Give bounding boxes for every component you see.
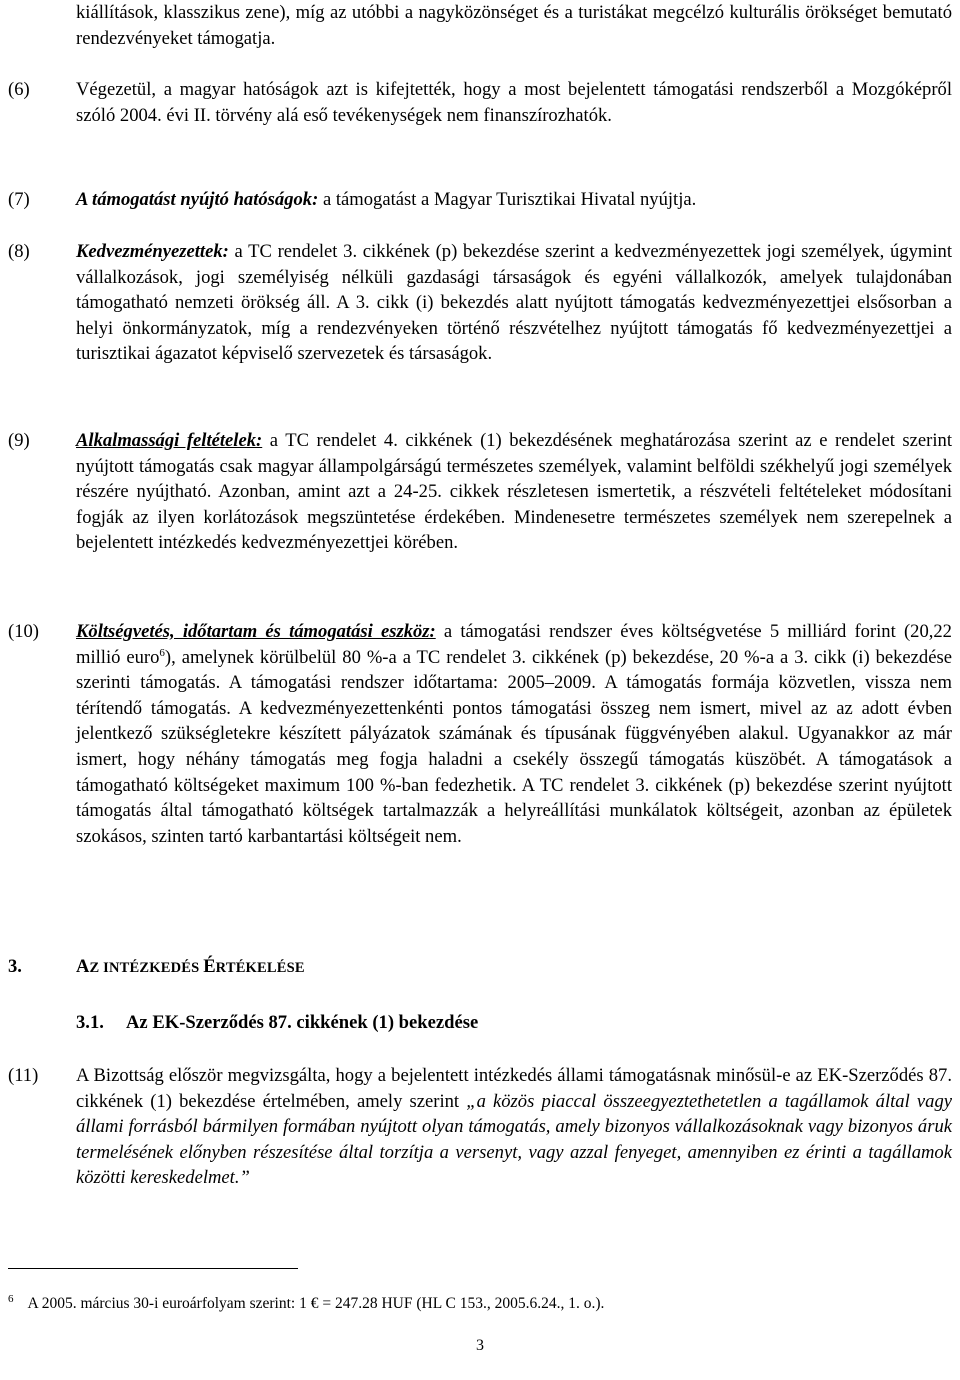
footnote [8,1294,604,1314]
paragraph-text [76,428,952,556]
paragraph-11 [8,1063,952,1191]
paragraph-body: A Bizottság először megvizsgálta, hogy a bejelentett intézkedés állami támogatásnak minősül-e az EK-Szerződés 87. cikkének (1) bekezdése értelmében, amely szerint [76,1065,952,1112]
paragraph-label: Kedvezményezettek: [76,241,229,262]
section-heading-3 [8,954,305,982]
paragraph-text [76,239,952,367]
footnote-mark: 6 [8,1292,14,1305]
footnote-reference[interactable]: 6 [159,646,165,659]
paragraph-8 [8,239,952,367]
paragraph-label: Alkalmassági feltételek: [76,430,263,451]
intro-paragraph [8,0,952,51]
paragraph-number: (9) [8,430,30,451]
section-heading-3-1 [76,1010,478,1036]
paragraph-text [76,187,952,213]
paragraph-number: (8) [8,241,30,262]
paragraph-10 [8,619,952,849]
paragraph-9 [8,428,952,556]
paragraph-body: a TC rendelet 3. cikkének (p) bekezdése szerint a kedvezményezettek jogi személyek, úgymint vállalkozások, jogi személyiség nélküli gazdasági társaságok és egyéni vállalkozók, amelyek tulajdonában támogatható nemzeti örökség áll. A 3. cikk (i) bekezdés alatt nyújtott támogatás kedvezményezettjei elsősorban a helyi önkormányzatok, míg a rendezvényeken történő részvételhez nyújtott támogatás fő kedvezményezettjei a turisztikai ágazatot képviselő szervezetek és társaságok. [76,241,952,365]
paragraph-text: Végezetül, a magyar hatóságok azt is kifejtették, hogy a most bejelentett támogatási rendszerből a Mozgóképről szóló 2004. évi II. törvény alá eső tevékenységek nem finanszírozhatók. [76,79,952,126]
footnote-separator [8,1268,298,1269]
paragraph-text [76,1063,952,1191]
paragraph-body-continued: ), amelynek körülbelül 80 %-a a TC rendelet 3. cikkének (p) bekezdése, 20 %-a a 3. cikk (i) bekezdése szerinti támogatás. A támogatási rendszer időtartama: 2005–2009. A támogatás formája közvetlen, vissza nem térítendő támogatás. A kedvezményezettenkénti pontos támogatási összeg nem ismert, mivel az az adott évben jelentkező szükségletekre készített pályázatok számának és típusának függvényében alakul. Ugyanakkor az már ismert, hogy néhány támogatás meg fogja haladni a csekély összegű támogatás küszöbét. A támogatások a támogatható költségeket maximum 100 %-ban fedezhetik. A TC rendelet 3. cikkének (p) bekezdése szerint nyújtott támogatás által támogatható költségek tartalmazzák a helyreállítási munkálatok költségeit, azonban az épületek szokásos, szinten tartó karbantartási költségeit nem. [76,646,952,847]
paragraph-number: (6) [8,79,30,100]
section-title-part: É [203,956,216,977]
section-title: Az EK-Szerződés 87. cikkének (1) bekezdése [126,1012,479,1033]
section-title-part: RTÉKELÉSE [215,960,305,976]
section-title-part: Z INTÉZKEDÉS [89,960,204,976]
footnote-text: A 2005. március 30-i euroárfolyam szerint: 1 € = 247.28 HUF (HL C 153., 2005.6.24., 1. o.). [27,1295,605,1312]
section-number: 3. [8,956,22,977]
intro-text: kiállítások, klasszikus zene), míg az utóbbi a nagyközönséget és a turistákat megcélzó kulturális örökséget bemutató rendezvényeket támogatja. [76,2,952,49]
paragraph-6 [8,77,952,128]
paragraph-text [76,619,952,849]
paragraph-label: Költségvetés, időtartam és támogatási eszköz: [76,621,436,642]
paragraph-number: (7) [8,189,30,210]
paragraph-body: a TC rendelet 4. cikkének (1) bekezdésének meghatározása szerint az e rendelet szerint nyújtott támogatás csak magyar állampolgárságú természetes személyek, valamint belföldi székhelyű jogi személyek részére nyújtható. Azonban, amint azt a 24-25. cikkek részletesen ismertetik, a részvételi feltételeket módosítani fogják az ilyen korlátozások megszüntetése érdekében. Mindenesetre természetes személyek nem szerepelnek a bejelentett intézkedés kedvezményezettjei körében. [76,430,952,554]
paragraph-number: (11) [8,1065,39,1086]
treaty-quote: „a közös piaccal összeegyeztethetetlen a tagállamok által vagy állami forrásból bármilyen formában nyújtott olyan támogatás, amely bizonyos vállalkozásoknak vagy bizonyos áruk termelésének előnyben részesítése által torzítja a versenyt, vagy azzal fenyeget, amennyiben ez érinti a tagállamok közötti kereskedelmet.” [76,1090,952,1189]
page-number: 3 [476,1337,484,1354]
paragraph-body: a támogatási rendszer éves költségvetése 5 milliárd forint (20,22 millió euro [76,621,952,668]
paragraph-body: a támogatást a Magyar Turisztikai Hivatal nyújtja. [318,189,697,210]
paragraph-number: (10) [8,621,39,642]
section-number: 3.1. [76,1012,104,1033]
paragraph-7 [8,187,952,213]
section-title-part: A [76,956,90,977]
paragraph-label: A támogatást nyújtó hatóságok: [76,189,319,210]
